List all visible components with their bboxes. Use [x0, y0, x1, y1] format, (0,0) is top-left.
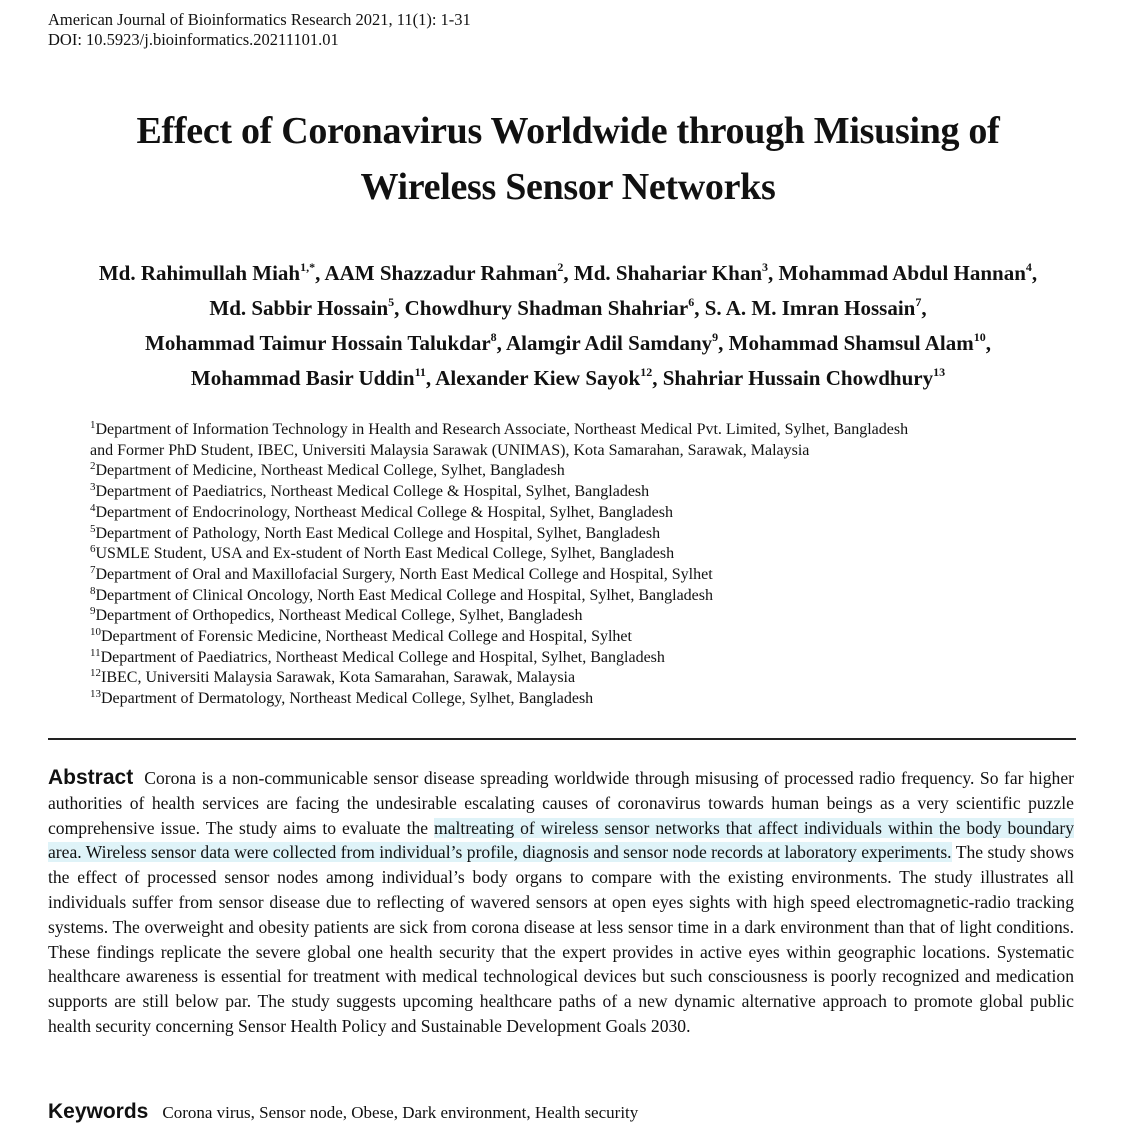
affiliation-item: [90, 441, 1120, 462]
paper-title: [0, 103, 1136, 215]
affiliation-number: 5: [90, 522, 96, 535]
author-name: AAM Shazzadur Rahman: [324, 261, 558, 285]
keywords-section: [48, 1100, 638, 1124]
author-affil-ref: 3: [762, 260, 768, 274]
author-line: [20, 361, 1116, 396]
affiliation-text: USMLE Student, USA and Ex-student of North East Medical College, Sylhet, Bangladesh: [95, 545, 675, 563]
author-name: Md. Shahariar Khan: [573, 261, 762, 285]
author-separator: ,: [1031, 261, 1038, 285]
affiliation-text: Department of Endocrinology, Northeast Medical College & Hospital, Sylhet, Bangladesh: [95, 503, 673, 521]
affiliation-item: [90, 668, 1120, 689]
affiliation-text: IBEC, Universiti Malaysia Sarawak, Kota Samarahan, Sarawak, Malaysia: [101, 669, 576, 687]
affiliation-text: Department of Medicine, Northeast Medical College, Sylhet, Bangladesh: [95, 462, 565, 480]
affiliation-text: Department of Orthopedics, Northeast Medical College, Sylhet, Bangladesh: [95, 607, 583, 625]
author-separator: ,: [315, 261, 325, 285]
author-name: Md. Rahimullah Miah: [98, 261, 301, 285]
affiliation-item: [90, 689, 1120, 710]
affiliation-text: and Former PhD Student, IBEC, Universiti Malaysia Sarawak (UNIMAS), Kota Samarahan, Sarawak, Malaysia: [90, 441, 810, 459]
author-list: [20, 256, 1116, 396]
author-affil-ref: 11: [414, 365, 426, 379]
affiliation-number: 11: [90, 646, 101, 659]
author-separator: ,: [985, 331, 991, 355]
author-affil-ref: 5: [388, 295, 395, 309]
affiliation-number: 12: [90, 667, 101, 680]
affiliation-item: [90, 482, 1120, 503]
abstract-heading: Abstract: [48, 766, 134, 789]
author-name: Alamgir Adil Samdany: [506, 331, 713, 355]
affiliation-text: Department of Forensic Medicine, Northeast Medical College and Hospital, Sylhet: [101, 628, 632, 646]
affiliation-number: 9: [90, 605, 96, 618]
affiliation-item: [90, 503, 1120, 524]
abstract-text-start: Corona is a non-communicable sensor disease spreading worldwide through misusing of processed radio frequency. So far higher authorities of health services are facing the undesirable escalating causes of coronavirus towards human beings as a very scientific puzzle comprehensive issue. The study aims to evaluate the: [48, 768, 1074, 838]
author-affil-ref: 10: [973, 330, 986, 344]
affiliation-item: [90, 586, 1120, 607]
author-affil-ref: 13: [933, 365, 946, 379]
author-name: Mohammad Basir Uddin: [190, 366, 415, 390]
affiliation-text: Department of Information Technology in Health and Research Associate, Northeast Medical Pvt. Limited, Sylhet, Bangladesh: [95, 421, 909, 438]
author-name: Md. Sabbir Hossain: [209, 296, 389, 320]
author-separator: ,: [425, 366, 436, 390]
affiliation-item: [90, 606, 1120, 627]
author-line: [20, 291, 1116, 326]
author-name: Alexander Kiew Sayok: [435, 366, 641, 390]
author-name: Mohammad Shamsul Alam: [728, 331, 974, 355]
author-name: Mohammad Taimur Hossain Talukdar: [145, 331, 491, 355]
author-affil-ref: 9: [712, 330, 719, 344]
author-separator: ,: [694, 296, 705, 320]
abstract-highlighted-text: maltreating of wireless sensor networks that affect individuals within the body boundary area. Wireless sensor data were collected from individual’s profile, diagnosis and sensor node records at laboratory experiments.: [48, 817, 1074, 863]
affiliation-text: Department of Pathology, North East Medical College and Hospital, Sylhet, Bangladesh: [95, 524, 661, 542]
affiliation-number: 10: [90, 626, 101, 639]
author-separator: ,: [768, 261, 779, 285]
affiliation-text: Department of Paediatrics, Northeast Medical College & Hospital, Sylhet, Bangladesh: [95, 483, 650, 501]
journal-citation: American Journal of Bioinformatics Research 2021, 11(1): 1-31: [48, 10, 471, 29]
author-affil-ref: 8: [490, 330, 497, 344]
author-name: Mohammad Abdul Hannan: [778, 261, 1026, 285]
keywords-text: Corona virus, Sensor node, Obese, Dark environment, Health security: [162, 1103, 639, 1122]
author-separator: ,: [496, 331, 507, 355]
abstract-text-end: The study shows the effect of processed sensor nodes among individual’s body organs to compare with the existing environments. The study illustrates all individuals suffer from sensor disease due to reflecting of wavered sensors at open eyes sights with high speed electromagnetic-radio tracking systems. The overweight and obesity patients are sick from corona disease at less sensor time in a dark environment than that of light conditions. These findings replicate the severe global one health security that the expert provides in active eyes within geographic locations. Systematic healthcare awareness is essential for treatment with medical technological devices but such consciousness is poorly recognized and medication supports are still below par. The study suggests upcoming healthcare paths of a new dynamic alternative approach to promote global public health security concerning Sensor Health Policy and Sustainable Development Goals 2030.: [48, 842, 1074, 1036]
section-divider: [48, 738, 1076, 740]
affiliation-number: 8: [90, 584, 96, 597]
affiliation-text: Department of Paediatrics, Northeast Medical College and Hospital, Sylhet, Bangladesh: [100, 648, 665, 666]
author-separator: ,: [718, 331, 729, 355]
author-affil-ref: 6: [688, 295, 695, 309]
author-affil-ref: 4: [1025, 260, 1032, 274]
author-affil-ref: 1,*: [300, 260, 316, 274]
author-name: S. A. M. Imran Hossain: [704, 296, 916, 320]
affiliation-number: 2: [90, 460, 96, 473]
author-affil-ref: 2: [557, 260, 564, 274]
affiliation-item: [90, 524, 1120, 545]
author-line: [20, 326, 1116, 361]
author-line: [20, 256, 1116, 291]
affiliation-list: [90, 420, 1120, 710]
affiliation-item: [90, 461, 1120, 482]
affiliation-number: 6: [90, 543, 96, 556]
affiliation-text: Department of Dermatology, Northeast Medical College, Sylhet, Bangladesh: [101, 690, 594, 708]
keywords-heading: Keywords: [48, 1100, 149, 1123]
affiliation-item: [90, 565, 1120, 586]
author-affil-ref: 7: [915, 295, 922, 309]
affiliation-number: 13: [90, 688, 101, 701]
author-affil-ref: 12: [640, 365, 653, 379]
affiliation-item: [90, 420, 1120, 441]
affiliation-item: [90, 627, 1120, 648]
affiliation-item: [90, 544, 1120, 565]
affiliation-number: 4: [90, 501, 96, 514]
affiliation-text: Department of Clinical Oncology, North East Medical College and Hospital, Sylhet, Bangladesh: [95, 586, 713, 604]
affiliation-item: [90, 648, 1120, 669]
author-separator: ,: [394, 296, 405, 320]
abstract-section: [48, 766, 1074, 1039]
paper-title-line-1: Effect of Coronavirus Worldwide through Misusing of: [136, 110, 1000, 152]
author-separator: ,: [921, 296, 927, 320]
journal-doi: DOI: 10.5923/j.bioinformatics.20211101.01: [48, 30, 339, 49]
affiliation-number: 1: [90, 419, 96, 431]
affiliation-number: 3: [90, 481, 96, 494]
author-separator: ,: [563, 261, 574, 285]
affiliation-number: 7: [90, 563, 96, 576]
author-name: Chowdhury Shadman Shahriar: [404, 296, 689, 320]
affiliation-text: Department of Oral and Maxillofacial Surgery, North East Medical College and Hospital, Sylhet: [95, 565, 713, 583]
author-separator: ,: [652, 366, 663, 390]
paper-title-line-2: Wireless Sensor Networks: [360, 166, 776, 208]
journal-header: [48, 10, 471, 50]
author-name: Shahriar Hussain Chowdhury: [662, 366, 934, 390]
